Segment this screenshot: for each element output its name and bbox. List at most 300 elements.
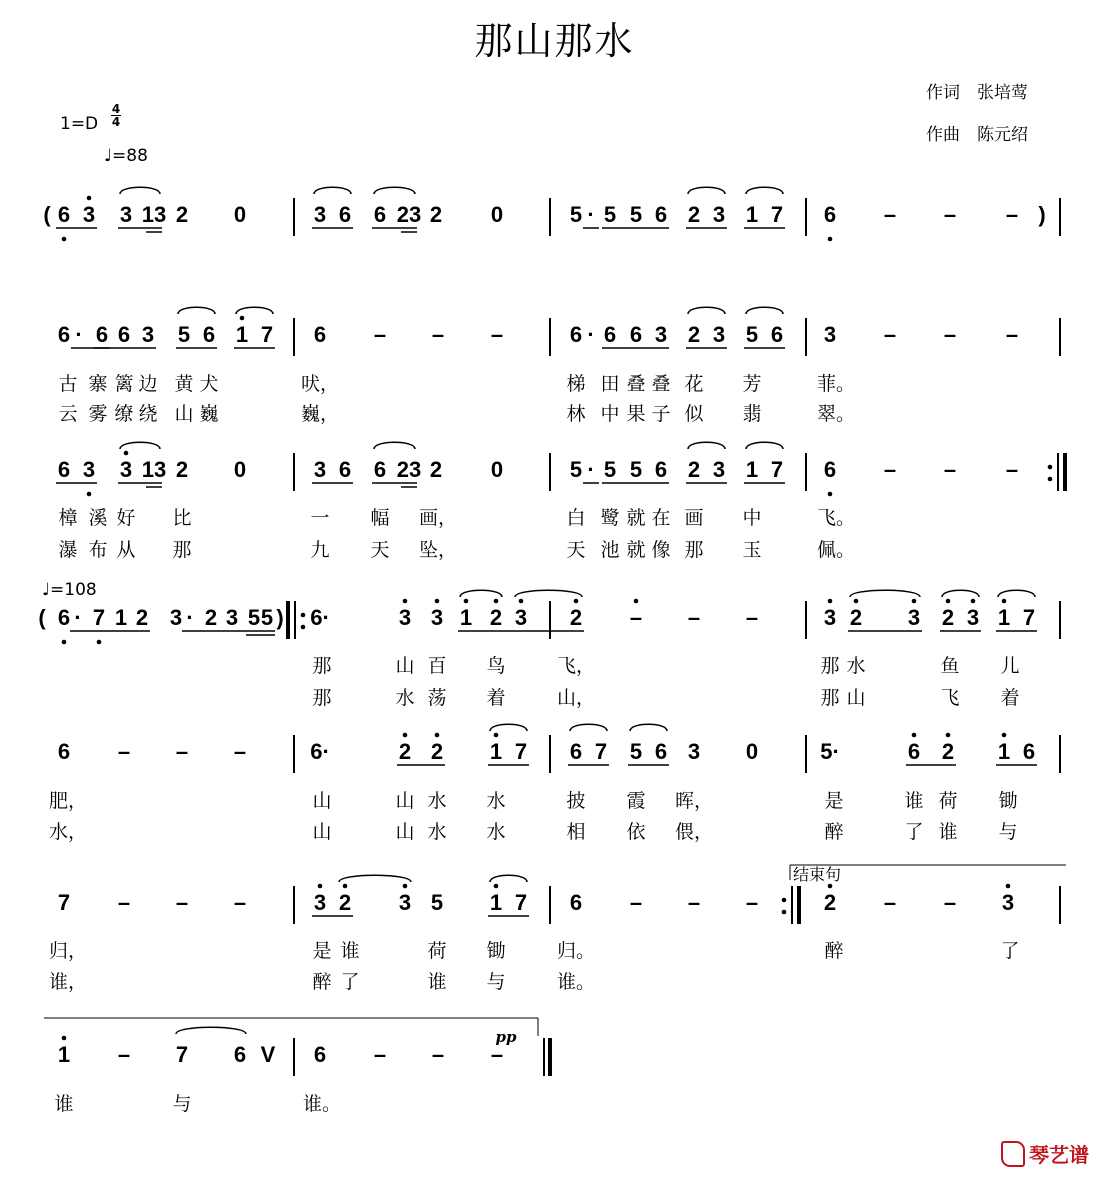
octave-high-dot <box>318 884 323 889</box>
score-dash: – <box>883 202 897 227</box>
tie-slur <box>688 442 725 449</box>
lyric-syllable: 偎， <box>674 821 714 843</box>
score-note: 6 <box>654 739 668 764</box>
lyric-syllable: 飞， <box>556 655 596 677</box>
score-note: 13 <box>141 202 167 227</box>
score-dash: – <box>175 890 189 915</box>
octave-high-dot <box>1002 733 1007 738</box>
score-note: 1 <box>745 457 759 482</box>
octave-high-dot <box>435 599 440 604</box>
score-note: 13 <box>141 457 167 482</box>
score-note: 6 <box>233 1042 247 1067</box>
lyric-syllable: 荷 <box>938 790 958 812</box>
score-dash: – <box>1005 322 1019 347</box>
score-note: 7 <box>594 739 608 764</box>
score-note: 7 <box>514 739 528 764</box>
key-signature: 1=D <box>60 114 99 134</box>
score-note: 6 <box>57 322 71 347</box>
score-bracket: ) <box>276 605 284 630</box>
lyric-syllable: 水 <box>486 821 506 843</box>
score-note: 1 <box>57 1042 71 1067</box>
lyric-syllable: 谁 <box>938 821 958 843</box>
lyric-syllable: 那 <box>312 687 332 709</box>
lyric-syllable: 鸟 <box>486 655 506 677</box>
score-note: 5 <box>260 605 274 630</box>
score-note: 0 <box>490 202 504 227</box>
score-note: 7 <box>770 457 784 482</box>
lyric-syllable: 像 <box>651 539 671 561</box>
score-note: 6 <box>569 322 583 347</box>
score-dash: – <box>883 457 897 482</box>
score-note: 6 <box>57 202 71 227</box>
score-note: 6· <box>310 739 330 764</box>
score-dash: – <box>943 202 957 227</box>
octave-high-dot <box>519 599 524 604</box>
lyric-syllable: 谁 <box>427 971 447 993</box>
score-note: 7 <box>1022 605 1036 630</box>
score-dash: – <box>431 322 445 347</box>
score-note: 3 <box>119 457 133 482</box>
quarter-note-icon: ♩ <box>42 580 51 600</box>
score-note: 2 <box>687 457 701 482</box>
repeat-dot <box>1048 477 1053 482</box>
lyric-syllable: 田 <box>600 373 620 395</box>
score-dash: – <box>687 890 701 915</box>
score-dash: – <box>883 322 897 347</box>
score-note: 2 <box>429 202 443 227</box>
score-note: 6 <box>313 322 327 347</box>
lyric-syllable: 儿 <box>1000 655 1020 677</box>
score-note: 23 <box>396 457 422 482</box>
score-note: 1 <box>114 605 128 630</box>
score-note: 3 <box>82 457 96 482</box>
score-note: 3 <box>907 605 921 630</box>
score-note: 6 <box>654 457 668 482</box>
lyric-syllable: 锄 <box>998 790 1018 812</box>
score-dash: – <box>117 1042 131 1067</box>
octave-low-dot <box>97 640 102 645</box>
octave-high-dot <box>634 599 639 604</box>
score-dash: – <box>1005 457 1019 482</box>
tie-slur <box>746 307 783 314</box>
score-note: 2 <box>687 322 701 347</box>
score-note: 3 <box>514 605 528 630</box>
lyric-syllable: 林 <box>566 403 586 425</box>
score-note: 5 <box>569 202 583 227</box>
score-note: 6 <box>823 457 837 482</box>
score-note: 1 <box>997 739 1011 764</box>
lyric-syllable: 云 <box>58 403 78 425</box>
score-note: 2 <box>338 890 352 915</box>
score-note: 23 <box>396 202 422 227</box>
lyric-syllable: 水 <box>486 790 506 812</box>
tie-slur <box>490 875 527 882</box>
score-note: 2 <box>569 605 583 630</box>
score-note: 3 <box>225 605 239 630</box>
octave-high-dot <box>87 196 92 201</box>
score-dash: – <box>117 739 131 764</box>
lyric-syllable: 归， <box>48 940 88 962</box>
octave-high-dot <box>1006 884 1011 889</box>
repeat-dot <box>301 613 306 618</box>
repeat-dot <box>1048 465 1053 470</box>
score-note: 6 <box>629 322 643 347</box>
score-note: 3 <box>712 457 726 482</box>
lyric-syllable: 肥， <box>48 790 88 812</box>
octave-high-dot <box>124 451 129 456</box>
lyric-syllable: 瀑 <box>58 539 78 561</box>
lyric-syllable: 子 <box>651 403 671 425</box>
lyric-syllable: 九 <box>310 539 330 561</box>
score-note: 6 <box>373 457 387 482</box>
octave-high-dot <box>403 884 408 889</box>
lyric-syllable: 边 <box>138 373 158 395</box>
time-signature-bottom: 4 <box>111 115 121 129</box>
lyric-syllable: 水 <box>395 687 415 709</box>
tie-slur <box>176 1027 246 1034</box>
logo-mark-icon <box>1001 1141 1025 1167</box>
score-note: 3 <box>119 202 133 227</box>
octave-high-dot <box>912 599 917 604</box>
score-note: 6 <box>823 202 837 227</box>
tie-slur <box>120 187 160 194</box>
lyric-syllable: 比 <box>172 507 192 529</box>
score-note: 6 <box>57 605 71 630</box>
score-note: 6 <box>603 322 617 347</box>
score-dash: – <box>233 890 247 915</box>
lyric-syllable: 水 <box>427 790 447 812</box>
lyric-syllable: 叠 <box>626 373 646 395</box>
score-note: 1 <box>997 605 1011 630</box>
song-title: 那山那水 <box>474 19 635 63</box>
score-note: 3 <box>687 739 701 764</box>
score-note: 3 <box>398 605 412 630</box>
lyric-syllable: 水 <box>427 821 447 843</box>
tie-slur <box>178 307 215 314</box>
score-note: 2 <box>398 739 412 764</box>
lyric-syllable: 醉 <box>824 940 844 962</box>
tie-slur <box>120 442 160 449</box>
score-note: 7 <box>175 1042 189 1067</box>
lyric-syllable: 在 <box>651 507 671 529</box>
lyric-syllable: 中 <box>600 403 620 425</box>
lyric-syllable: 就 <box>626 539 646 561</box>
score-note: 6 <box>338 457 352 482</box>
octave-high-dot <box>494 733 499 738</box>
score-note: 2 <box>175 457 189 482</box>
score-dash: – <box>490 322 504 347</box>
lyric-syllable: 披 <box>566 790 586 812</box>
score-dash: – <box>233 739 247 764</box>
score-note: 3 <box>141 322 155 347</box>
score-note: 3 <box>82 202 96 227</box>
lyric-syllable: 雾 <box>88 403 108 425</box>
lyric-syllable: 是 <box>312 940 332 962</box>
score-note: 6 <box>57 739 71 764</box>
lyric-syllable: 花 <box>684 373 704 395</box>
lyric-syllable: 着 <box>486 687 506 709</box>
lyric-syllable: 了 <box>1000 940 1020 962</box>
score-note: 3 <box>966 605 980 630</box>
octave-high-dot <box>912 733 917 738</box>
score-note: 7 <box>57 890 71 915</box>
lyric-syllable: 谁。 <box>556 971 596 993</box>
lyric-syllable: 与 <box>172 1093 192 1115</box>
score-dash: – <box>943 890 957 915</box>
octave-low-dot <box>87 492 92 497</box>
score-bracket: ( <box>43 202 51 227</box>
lyric-syllable: 山 <box>312 821 332 843</box>
octave-high-dot <box>828 599 833 604</box>
score-note: 2 <box>135 605 149 630</box>
score-note: 7 <box>514 890 528 915</box>
tempo-marking-88: ♩=88 <box>104 146 148 166</box>
octave-high-dot <box>494 599 499 604</box>
score-note: 6 <box>117 322 131 347</box>
lyric-syllable: 菲。 <box>816 373 856 395</box>
score-note: 6 <box>569 739 583 764</box>
lyric-syllable: 翠。 <box>816 403 856 425</box>
lyric-syllable: 中 <box>742 507 762 529</box>
score-note: 2 <box>849 605 863 630</box>
lyric-syllable: 玉 <box>742 539 762 561</box>
lyric-syllable: 一 <box>310 507 330 529</box>
score-note: 6 <box>654 202 668 227</box>
score-note: 1 <box>745 202 759 227</box>
score-note: 7 <box>770 202 784 227</box>
lyric-syllable: 巍 <box>199 403 219 425</box>
score-note: 6 <box>1022 739 1036 764</box>
lyric-syllable: 那 <box>172 539 192 561</box>
score-dash: – <box>745 605 759 630</box>
tie-slur <box>746 442 783 449</box>
score-note: 3 <box>313 890 327 915</box>
score-note: 5· <box>820 739 840 764</box>
octave-high-dot <box>854 599 859 604</box>
score-note: 6 <box>57 457 71 482</box>
quarter-note-icon: ♩ <box>104 146 113 166</box>
score-dash: – <box>1005 202 1019 227</box>
tie-slur <box>460 590 502 597</box>
octave-low-dot <box>828 492 833 497</box>
octave-high-dot <box>403 733 408 738</box>
score-dash: – <box>883 890 897 915</box>
score-note: 5 <box>629 457 643 482</box>
score-note: 3 <box>313 202 327 227</box>
score-note: 3 <box>823 605 837 630</box>
score-note: 2 <box>941 739 955 764</box>
score-note: 6 <box>907 739 921 764</box>
site-logo: 琴艺谱 <box>1001 1139 1089 1168</box>
lyric-syllable: 寨 <box>88 373 108 395</box>
score-note: 3 <box>430 605 444 630</box>
lyric-syllable: 荷 <box>427 940 447 962</box>
score-note: 6 <box>202 322 216 347</box>
score-note: 0 <box>490 457 504 482</box>
score-note: 5 <box>430 890 444 915</box>
score-note: 1 <box>235 322 249 347</box>
lyric-syllable: 画 <box>684 507 704 529</box>
tie-slur <box>490 724 527 731</box>
lyric-syllable: 了 <box>340 971 360 993</box>
lyric-syllable: 吠， <box>300 373 340 395</box>
score-note: 6 <box>569 890 583 915</box>
lyric-syllable: 樟 <box>58 507 78 529</box>
score-note: 1 <box>459 605 473 630</box>
lyric-syllable: 坠， <box>418 539 458 561</box>
lyric-syllable: 归。 <box>556 940 596 962</box>
octave-high-dot <box>971 599 976 604</box>
score-dash: – <box>373 1042 387 1067</box>
score-augmentation-dot: · <box>74 605 82 630</box>
lyric-syllable: 山 <box>395 821 415 843</box>
octave-high-dot <box>946 733 951 738</box>
composer-credit: 作曲 陈元绍 <box>926 125 1028 145</box>
octave-high-dot <box>1002 599 1007 604</box>
lyric-syllable: 鱼 <box>940 655 960 677</box>
tie-slur <box>630 724 667 731</box>
score-dash: – <box>490 1042 504 1067</box>
score-note: 1 <box>489 739 503 764</box>
octave-high-dot <box>494 884 499 889</box>
score-note: 3 <box>313 457 327 482</box>
lyric-syllable: 是 <box>824 790 844 812</box>
lyric-syllable: 山 <box>174 403 194 425</box>
score-dash: – <box>687 605 701 630</box>
score-note: 5 <box>629 739 643 764</box>
score-note: 5 <box>177 322 191 347</box>
octave-high-dot <box>240 316 245 321</box>
tie-slur <box>314 187 351 194</box>
lyric-syllable: 山 <box>395 655 415 677</box>
score-dash: – <box>745 890 759 915</box>
lyric-syllable: 幅 <box>370 507 390 529</box>
score-note: 3 <box>398 890 412 915</box>
octave-high-dot <box>62 1036 67 1041</box>
repeat-dot <box>782 898 787 903</box>
score-bracket: ) <box>1038 202 1046 227</box>
score-augmentation-dot: · <box>75 322 83 347</box>
lyric-syllable: 犬 <box>199 373 219 395</box>
lyric-syllable: 了 <box>904 821 924 843</box>
lyric-syllable: 巍， <box>300 403 340 425</box>
score-augmentation-dot: · <box>587 322 595 347</box>
score-note: 3 <box>712 322 726 347</box>
lyric-syllable: 那 <box>820 687 840 709</box>
lyric-syllable: 池 <box>600 539 620 561</box>
score-dash: – <box>431 1042 445 1067</box>
dynamic-marking: pp <box>495 1028 517 1046</box>
score-note: 2 <box>823 890 837 915</box>
tempo-marking-108: ♩=108 <box>42 580 97 600</box>
lyric-syllable: 谁 <box>340 940 360 962</box>
score-note: 5 <box>603 457 617 482</box>
score-note: 5 <box>629 202 643 227</box>
lyric-syllable: 与 <box>998 821 1018 843</box>
lyric-syllable: 谁。 <box>302 1093 342 1115</box>
score-note: 5 <box>603 202 617 227</box>
score-note: 6 <box>770 322 784 347</box>
lyric-syllable: 就 <box>626 507 646 529</box>
octave-high-dot <box>574 599 579 604</box>
repeat-dot <box>301 625 306 630</box>
lyric-syllable: 篱 <box>114 373 134 395</box>
score-note: 2 <box>204 605 218 630</box>
score-note: 5 <box>569 457 583 482</box>
score-note: 3 <box>712 202 726 227</box>
score-note: 5 <box>745 322 759 347</box>
score-note: 3 <box>1001 890 1015 915</box>
lyric-syllable: 晖， <box>674 790 714 812</box>
repeat-dot <box>782 910 787 915</box>
lyric-syllable: 天 <box>566 539 586 561</box>
lyric-syllable: 与 <box>486 971 506 993</box>
score-note: 2 <box>941 605 955 630</box>
lyric-syllable: 飞。 <box>816 507 856 529</box>
lyric-syllable: 黄 <box>174 373 194 395</box>
tie-slur <box>374 187 415 194</box>
score-augmentation-dot: · <box>587 457 595 482</box>
lyric-syllable: 好 <box>116 507 136 529</box>
score-note: 2 <box>489 605 503 630</box>
tie-slur <box>570 724 607 731</box>
lyric-syllable: 山 <box>395 790 415 812</box>
lyric-syllable: 依 <box>626 821 646 843</box>
lyric-syllable: 谁 <box>904 790 924 812</box>
octave-low-dot <box>62 640 67 645</box>
score-note: 6 <box>373 202 387 227</box>
score-note: 0 <box>233 202 247 227</box>
octave-high-dot <box>464 599 469 604</box>
lyric-syllable: 缭 <box>114 403 134 425</box>
score-bracket: ( <box>38 605 46 630</box>
lyric-syllable: 布 <box>88 539 108 561</box>
lyric-syllable: 水 <box>846 655 866 677</box>
score-note: 3 <box>823 322 837 347</box>
score-dash: – <box>943 457 957 482</box>
score-dash: – <box>117 890 131 915</box>
lyric-syllable: 那 <box>820 655 840 677</box>
lyric-syllable: 相 <box>566 821 586 843</box>
score-note: 6 <box>338 202 352 227</box>
score-note: 7 <box>260 322 274 347</box>
lyric-syllable: 谁 <box>54 1093 74 1115</box>
octave-low-dot <box>62 237 67 242</box>
score-note: 0 <box>745 739 759 764</box>
score-note: 3 <box>169 605 183 630</box>
octave-high-dot <box>828 884 833 889</box>
score-note: 6 <box>95 322 109 347</box>
octave-high-dot <box>435 733 440 738</box>
tie-slur <box>236 307 273 314</box>
lyric-syllable: 从 <box>116 539 136 561</box>
lyricist-credit: 作词 张培莺 <box>926 83 1028 103</box>
score-dash: – <box>943 322 957 347</box>
score-note: 6· <box>310 605 330 630</box>
lyric-syllable: 白 <box>566 507 586 529</box>
lyric-syllable: 似 <box>684 403 704 425</box>
score-dash: – <box>373 322 387 347</box>
score-note: 5 <box>247 605 261 630</box>
score-dash: – <box>629 605 643 630</box>
lyric-syllable: 果 <box>626 403 646 425</box>
lyric-syllable: 古 <box>58 373 78 395</box>
score-augmentation-dot: · <box>587 202 595 227</box>
octave-low-dot <box>828 237 833 242</box>
lyric-syllable: 山， <box>556 687 596 709</box>
lyric-syllable: 那 <box>312 655 332 677</box>
score-note: 2 <box>175 202 189 227</box>
